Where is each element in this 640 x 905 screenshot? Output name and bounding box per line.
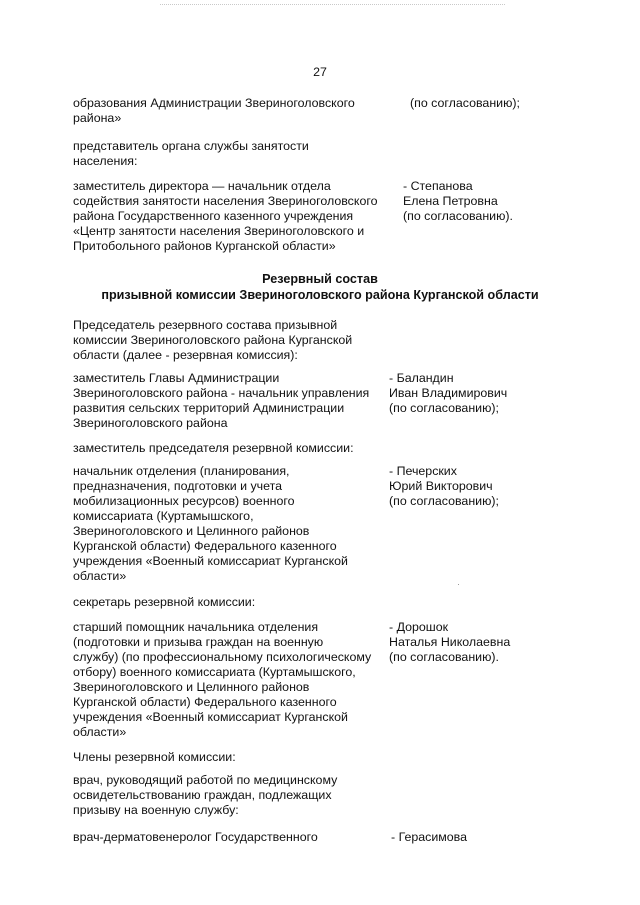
- row-11-position: врач, руководящий работой по медицинскому освидетельствованию граждан, подлежащих призыву на военную службу:: [73, 773, 338, 817]
- row-10-position: Члены резервной комиссии:: [73, 750, 236, 764]
- row-1-person: (по согласованию);: [410, 96, 520, 110]
- section-heading-line-1: Резервный состав: [262, 272, 378, 286]
- row-4-position: Председатель резервного состава призывной комиссии Звериноголовского района Курганской области (далее - резервная комиссия):: [73, 318, 353, 362]
- row-6-position: заместитель председателя резервной комиссии:: [73, 441, 354, 455]
- row-7-person: - Печерских Юрий Викторович (по согласованию);: [389, 464, 499, 508]
- row-1-position: образования Администрации Звериноголовского района»: [73, 96, 355, 125]
- scan-speck: [458, 584, 459, 585]
- row-5-person: - Баландин Иван Владимирович (по согласованию);: [389, 371, 508, 415]
- scan-edge-artifact: [160, 4, 505, 7]
- row-12-person: - Герасимова: [391, 830, 467, 844]
- row-9-position: старший помощник начальника отделения (подготовки и призыва граждан на военную службу) (по профессиональному психологическому отбору) военного комиссариата (Куртамышского, Звериноголовского и Целинного районов Курганской области) Федерального казенного учреждения «Военный комиссариат Курганской области»: [73, 620, 372, 739]
- row-8-position: секретарь резервной комиссии:: [73, 595, 256, 609]
- row-2-position: представитель органа службы занятости населения:: [73, 139, 309, 168]
- row-3-position: заместитель директора — начальник отдела содействия занятости населения Звериноголовского района Государственного казенного учреждения «Центр занятости населения Звериноголовского и Притобольного районов Курганской области»: [73, 179, 378, 253]
- row-12-position: врач-дерматовенеролог Государственного: [73, 830, 318, 844]
- row-9-person: - Дорошок Наталья Николаевна (по согласованию).: [389, 620, 511, 664]
- row-5-position: заместитель Главы Администрации Звериноголовского района - начальник управления развития сельских территорий Администрации Звериноголовского района: [73, 371, 370, 430]
- row-7-position: начальник отделения (планирования, предназначения, подготовки и учета мобилизационных ресурсов) военного комиссариата (Куртамышского, Звериноголовского и Целинного районов Курганской области) Федерального казенного учреждения «Военный комиссариат Курганской области»: [73, 464, 348, 583]
- row-3-person: - Степанова Елена Петровна (по согласованию).: [403, 179, 513, 223]
- section-heading-line-2: призывной комиссии Звериноголовского района Курганской области: [101, 288, 539, 302]
- page-number: 27: [313, 65, 327, 79]
